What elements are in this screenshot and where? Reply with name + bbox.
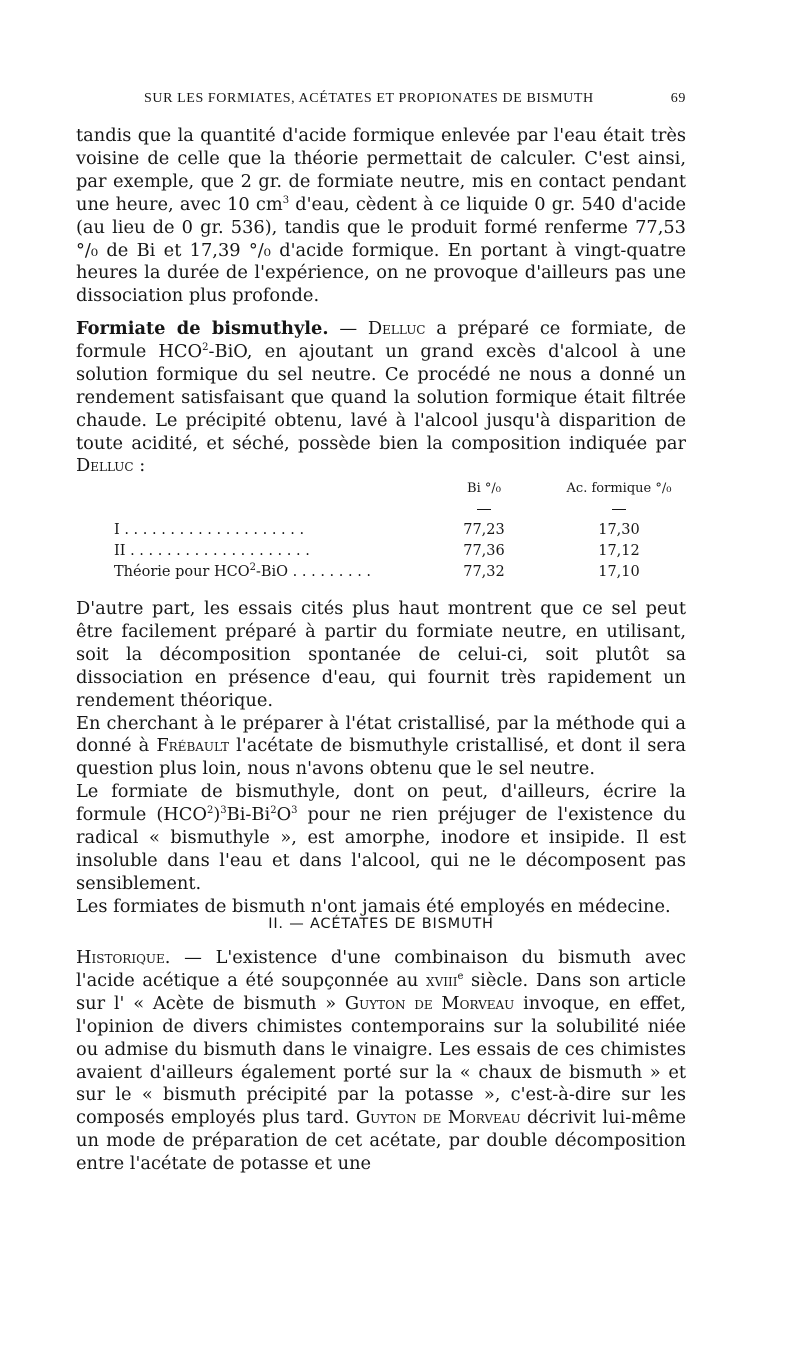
paragraph-dissociation [76,125,686,308]
dash-bi [454,499,514,520]
para4-heading: Historique. [76,947,171,968]
table-row [114,520,674,541]
para4-author1: Guyton de Morveau [344,992,515,1014]
paragraph-preparation [76,598,686,919]
row-bi: 77,23 [463,522,505,538]
para2-heading: Formiate de bismuthyle. [76,318,329,339]
para3-p3 [76,781,686,896]
row-label: II . . . . . . . . . . . . . . . . . . . . [114,543,310,559]
para4-text-b: siècle. Dans son article sur l' « Acète de bismuth » [76,969,686,1014]
para4-century-sup: e [457,970,464,982]
row-bi: 77,32 [463,564,505,580]
para3-sup-d1: 2 [206,805,214,817]
col-header-bi: Bi °/₀ [467,481,501,496]
row-label-theorie [114,562,371,583]
col-header-acide: Ac. formique °/₀ [566,481,672,496]
para3-text-a: D'autre part, les essais cités plus haut montrent que ce sel peut être facilement préparé à partir du formiate neutre, en utilisant, soit la décomposition spontanée de celui-ci, soit plutôt sa dissociation en présence d'eau, qui fournit très rapidement un rendement théorique. [76,598,686,711]
para4-text-a: — L'existence d'une combinaison du bismuth avec l'acide acétique a été soupçonnée au [76,947,686,991]
para4-author2: Guyton de Morveau [355,1107,521,1129]
para4-text-c: invoque, en effet, l'opinion de divers chimistes contemporains sur la solubilité niée ou admise du bismuth dans le vinaigre. Les essais de ces chimistes avaient d'ailleurs également porté sur la « chaux de bismuth » et sur le « bismuth précipité par la potasse », c'est-à-dire sur les composés employés plus tard. [76,992,686,1129]
para2-author2: Delluc [76,455,134,477]
para3-author: Frébault [156,735,230,757]
row-acide: 17,12 [598,543,640,559]
row-bi: 77,36 [463,543,505,559]
table-row [114,562,674,583]
row-label-sup: 2 [249,562,256,574]
para3-sup-d3: 2 [270,805,277,817]
para2-text-b: -BiO, en ajoutant un grand excès d'alcool à une solution formique du sel neutre. Ce procédé ne nous a donné un rendement satisfaisant que quand la solution formique était filtrée chaude. Le précipité obtenu, lavé à l'alcool jusqu'à disparition de toute acidité, et séché, possède bien la composition indiquée par [76,340,686,454]
para3-sup-d2: 3 [220,805,227,817]
para3-text-d5: pour ne rien préjuger de l'existence du radical « bismuthyle », est amorphe, inodore et insipide. Il est insoluble dans l'eau et dans l'alcool, qui ne le décomposent pas sensiblement. [76,804,687,894]
para1-text-a: tandis que la quantité d'acide formique enlevée par l'eau était très voisine de celle que la théorie permettait de calculer. C'est ainsi, par exemple, que 2 gr. de formiate neutre, mis en contact pendant une heure, avec 10 cm [76,125,686,215]
para3-text-e: Les formiates de bismuth n'ont jamais été employés en médecine. [76,895,671,917]
para3-p1 [76,598,686,713]
table-dash-row [114,499,674,520]
page-number: 69 [670,91,686,106]
para3-sup-d4: 3 [291,805,298,817]
para3-p2 [76,713,686,782]
para4-century: xviii [426,969,458,991]
para2-author1: Delluc [367,318,426,339]
para2-text-a: a préparé ce formiate, de formule HCO [76,318,687,362]
para3-text-d2: ) [213,804,221,826]
para2-text-c: : [133,455,146,477]
para1-sup-a: 3 [282,194,290,206]
para4-text-d: décrivit lui-même un mode de préparation de cet acétate, par double décomposition entre l'acétate de potasse et une [76,1107,686,1175]
table-header-row [114,478,674,499]
running-title: SUR LES FORMIATES, ACÉTATES ET PROPIONATES DE BISMUTH [144,91,594,106]
para1-text-b: d'eau, cèdent à ce liquide 0 gr. 540 d'acide (au lieu de 0 gr. 536), tandis que le produit formé renferme 77,53 °/₀ de Bi et 17,39 °/₀ d'acide formique. En portant à vingt-quatre heures la durée de l'expérience, on ne provoque d'ailleurs pas une dissociation plus profonde. [76,193,686,307]
row-label-b: -BiO . . . . . . . . . [255,564,372,580]
para3-text-b: En cherchant à le préparer à l'état cristallisé, par la méthode qui a donné à [76,712,686,757]
para3-text-d: Le formiate de bismuthyle, dont on peut, d'ailleurs, écrire la formule (HCO [76,781,686,826]
section-title: II. — ACÉTATES DE BISMUTH [268,916,494,932]
para3-text-c: l'acétate de bismuthyle cristallisé, et dont il sera question plus loin, nous n'avons obtenu que le sel neutre. [76,735,686,780]
paragraph-historique [76,947,686,1176]
running-header [144,86,686,112]
paragraph-formiate-bismuthyle [76,318,686,478]
para2-dash: — [328,318,368,339]
table-row [114,541,674,562]
row-label-a: Théorie pour HCO [114,564,250,580]
composition-table [114,478,674,583]
para3-text-d4: O [276,804,292,826]
dash-acide [564,499,674,520]
row-acide: 17,10 [598,564,640,580]
para2-sup-a: 2 [202,341,209,353]
para3-text-d3: Bi-Bi [226,804,271,826]
row-label: I . . . . . . . . . . . . . . . . . . . . [114,522,305,538]
row-acide: 17,30 [598,522,640,538]
